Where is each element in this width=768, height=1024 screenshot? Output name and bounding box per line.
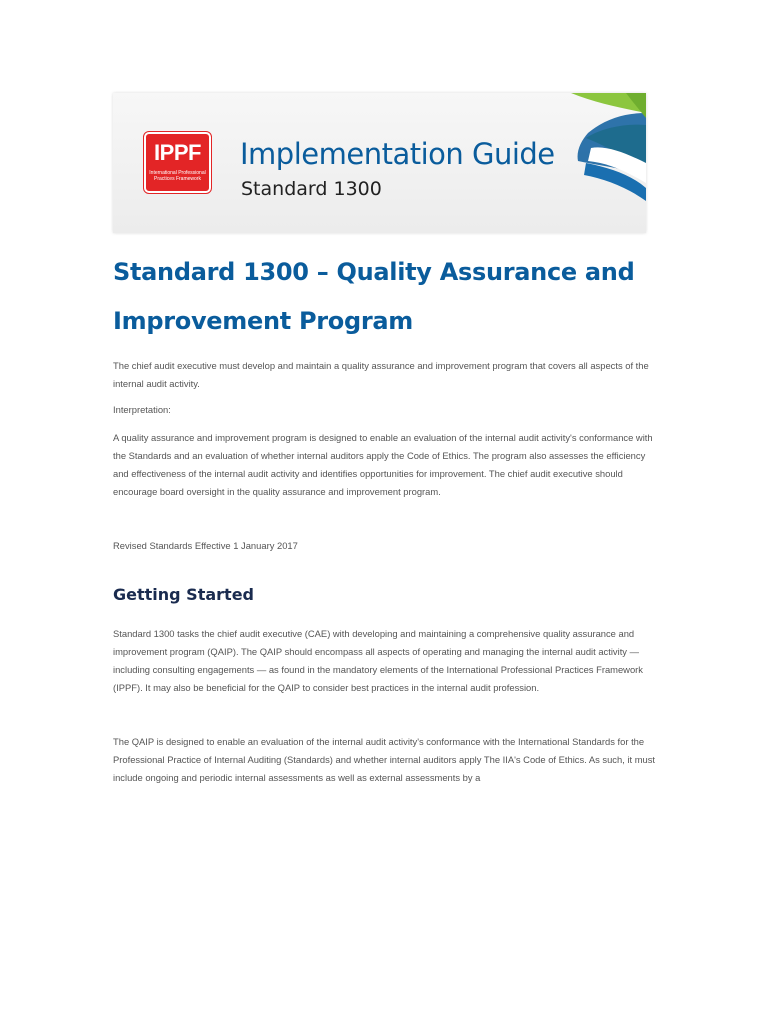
interpretation-paragraph: A quality assurance and improvement program is designed to enable an evaluation of the internal audit activity's conformance with the Standards and an evaluation of whether internal auditors apply the Code of Ethics. The program also assesses the efficiency and effectiveness of the internal audit activity and identifies opportunities for improvement. The chief audit executive should encourage board oversight in the quality assurance and improvement program. [113,432,653,497]
logo-subtext [149,170,206,182]
intro-paragraph: The chief audit executive must develop and maintain a quality assurance and improvement program that covers all aspects of the internal audit activity. [113,360,649,389]
header-banner [113,93,646,233]
getting-started-paragraph-2: The QAIP is designed to enable an evaluation of the internal audit activity's conformance with the International Standards for the Professional Practice of Internal Auditing (Standards) and whether internal auditors apply The IIA's Code of Ethics. As such, it must include ongoing and periodic internal assessments as well as external assessments by a [113,736,656,783]
logo-subtext-line-1: International Professional [149,170,206,176]
interpretation-label: Interpretation: [113,404,171,415]
revised-note: Revised Standards Effective 1 January 2017 [113,540,298,551]
getting-started-paragraph-1: Standard 1300 tasks the chief audit executive (CAE) with developing and maintaining a comprehensive quality assurance and improvement program (QAIP). The QAIP should encompass all aspects of operating and managing the internal audit activity — including consulting engagements — as found in the mandatory elements of the International Professional Practices Framework (IPPF). It may also be beneficial for the QAIP to consider best practices in the internal audit profession. [113,628,643,693]
page-title: Standard 1300 – Quality Assurance and Improvement Program [113,258,635,335]
ippf-logo [144,132,211,193]
guide-title: Implementation Guide [240,137,555,171]
globe-swoosh-icon [566,93,646,233]
guide-subtitle: Standard 1300 [241,178,382,200]
section-heading: Getting Started [113,585,254,604]
logo-subtext-line-2: Practices Framework [154,176,201,182]
logo-text: IPPF [154,140,201,165]
